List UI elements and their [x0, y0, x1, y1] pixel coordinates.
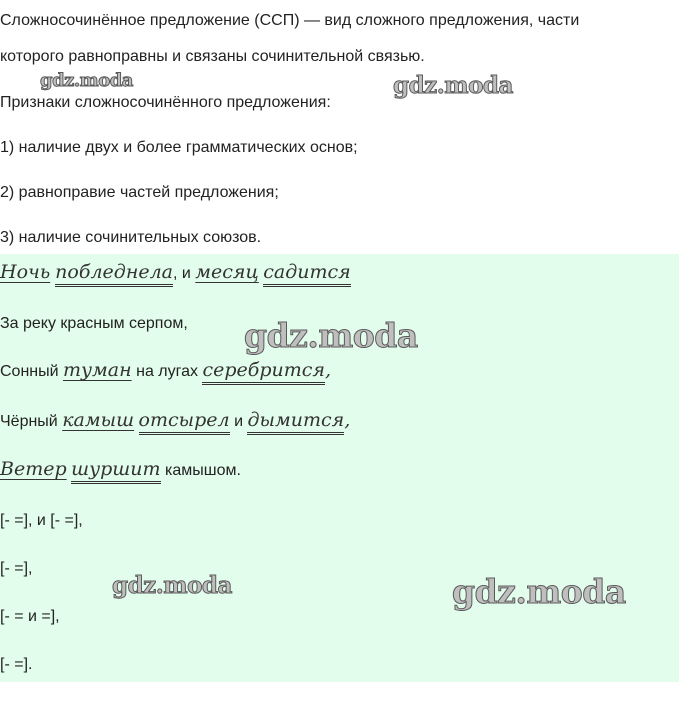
poem-line-5	[0, 459, 241, 481]
scheme-1: [- =], и [- =],	[0, 512, 83, 529]
scheme-4: [- =].	[0, 656, 33, 673]
feature-3: 3) наличие сочинительных союзов.	[0, 229, 262, 246]
predicate-word: серебрится	[202, 359, 325, 385]
subject-word: месяц	[195, 261, 259, 283]
predicate-word: побледнела	[55, 261, 173, 287]
feature-1: 1) наличие двух и более грамматических основ;	[0, 139, 358, 156]
plain-text: Сонный	[0, 363, 64, 380]
plain-text: на лугах	[131, 363, 203, 380]
definition-line-2: которого равноправны и связаны сочинительной связью.	[0, 48, 425, 65]
poem-line-1	[0, 262, 351, 284]
watermark: gdz.moda	[244, 316, 418, 355]
watermark: gdz.moda	[112, 572, 232, 599]
plain-text: , и	[173, 265, 196, 282]
watermark: gdz.moda	[40, 70, 133, 91]
watermark: gdz.moda	[393, 72, 513, 99]
subject-word: Ветер	[0, 458, 67, 480]
watermark: gdz.moda	[452, 572, 626, 611]
feature-2: 2) равноправие частей предложения;	[0, 184, 279, 201]
subject-word: туман	[63, 359, 132, 381]
poem-line-2: За реку красным серпом,	[0, 315, 188, 332]
poem-line-4: Чёрный камыш отсырел и дымится,	[0, 410, 350, 432]
definition-line-1: Сложносочинённое предложение (ССП) — вид сложного предложения, части	[0, 12, 580, 29]
predicate-word: садится	[263, 261, 351, 287]
subject-word: камыш	[62, 409, 135, 431]
predicate-word: дымится	[247, 409, 344, 435]
plain-text: камышом.	[160, 462, 241, 479]
predicate-word: шуршит	[71, 458, 160, 484]
features-title: Признаки сложносочинённого предложения:	[0, 94, 331, 111]
scheme-2: [- =],	[0, 560, 33, 577]
subject-word: Ночь	[0, 261, 51, 283]
poem-line-3: Сонный туман на лугах серебрится,	[0, 360, 331, 382]
plain-text: Чёрный	[0, 413, 63, 430]
plain-text: и	[229, 413, 248, 430]
predicate-word: отсырел	[139, 409, 230, 435]
scheme-3: [- = и =],	[0, 608, 60, 625]
